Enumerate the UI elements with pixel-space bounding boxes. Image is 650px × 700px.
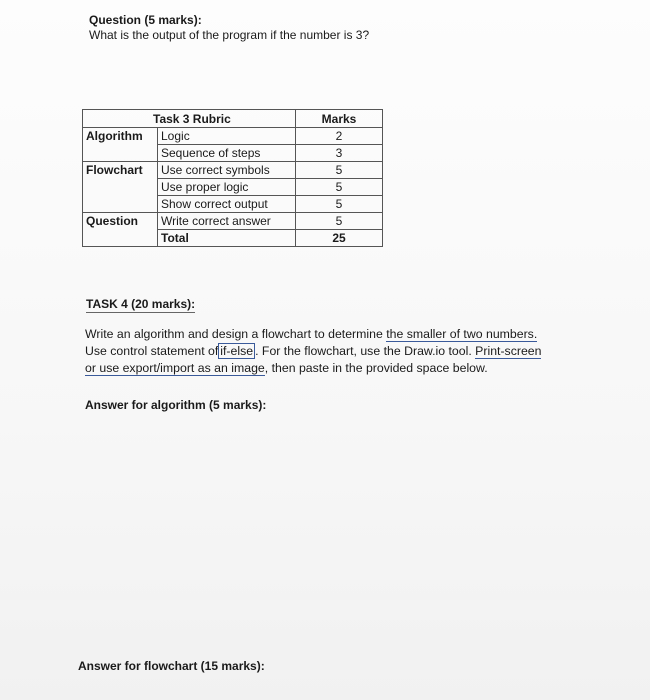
rubric-marks: 5 bbox=[296, 162, 383, 179]
rubric-header-row bbox=[83, 110, 383, 128]
rubric-marks: 2 bbox=[296, 128, 383, 145]
table-row bbox=[83, 196, 383, 213]
question-title: Question (5 marks): bbox=[89, 13, 202, 27]
rubric-category bbox=[83, 196, 158, 213]
task4-instructions bbox=[85, 326, 575, 377]
rubric-criterion: Write correct answer bbox=[158, 213, 296, 230]
table-row bbox=[83, 179, 383, 196]
rubric-marks: 3 bbox=[296, 145, 383, 162]
table-row bbox=[83, 162, 383, 179]
rubric-criterion: Use proper logic bbox=[158, 179, 296, 196]
rubric-criterion: Sequence of steps bbox=[158, 145, 296, 162]
task4-line-1-text: Write an algorithm and design a flowchart to determine bbox=[85, 327, 387, 341]
task4-title: TASK 4 (20 marks): bbox=[86, 297, 196, 311]
task4-boxed-keyword: if-else bbox=[220, 344, 254, 358]
rubric-category: Algorithm bbox=[83, 128, 158, 145]
task4-line-3-text: , then paste in the provided space below. bbox=[264, 361, 488, 375]
task4-underlined-print-screen: Print-screen bbox=[475, 344, 542, 358]
answer-flowchart-heading: Answer for flowchart (15 marks): bbox=[78, 659, 265, 673]
rubric-marks: 5 bbox=[296, 179, 383, 196]
rubric-marks: 5 bbox=[296, 196, 383, 213]
rubric-marks: 5 bbox=[296, 213, 383, 230]
rubric-category: Question bbox=[83, 213, 158, 230]
rubric-criterion: Logic bbox=[158, 128, 296, 145]
rubric-category bbox=[83, 230, 158, 247]
rubric-table bbox=[82, 109, 383, 247]
task4-underlined-phrase: the smaller of two numbers. bbox=[386, 327, 538, 341]
answer-algorithm-heading: Answer for algorithm (5 marks): bbox=[85, 398, 267, 412]
task4-line-2-text-2: . For the flowchart, use the Draw.io tool. bbox=[255, 344, 476, 358]
task4-line-2-text: Use control statement of bbox=[85, 344, 219, 358]
task4-line-3 bbox=[85, 360, 575, 377]
table-row bbox=[83, 213, 383, 230]
table-row bbox=[83, 128, 383, 145]
rubric-header-marks: Marks bbox=[296, 110, 383, 128]
rubric-category: Flowchart bbox=[83, 162, 158, 179]
question-text: What is the output of the program if the number is 3? bbox=[89, 28, 370, 42]
task4-line-1 bbox=[85, 326, 575, 343]
table-row bbox=[83, 230, 383, 247]
rubric-total-marks: 25 bbox=[296, 230, 383, 247]
rubric-total-label: Total bbox=[158, 230, 296, 247]
rubric-category bbox=[83, 179, 158, 196]
rubric-header-title: Task 3 Rubric bbox=[83, 110, 296, 128]
rubric-category bbox=[83, 145, 158, 162]
table-row bbox=[83, 145, 383, 162]
task4-underlined-image: an image bbox=[214, 361, 265, 375]
task4-line-2 bbox=[85, 343, 575, 360]
rubric-criterion: Use correct symbols bbox=[158, 162, 296, 179]
task4-underlined-export: or use export/import as bbox=[85, 361, 215, 375]
rubric-criterion: Show correct output bbox=[158, 196, 296, 213]
